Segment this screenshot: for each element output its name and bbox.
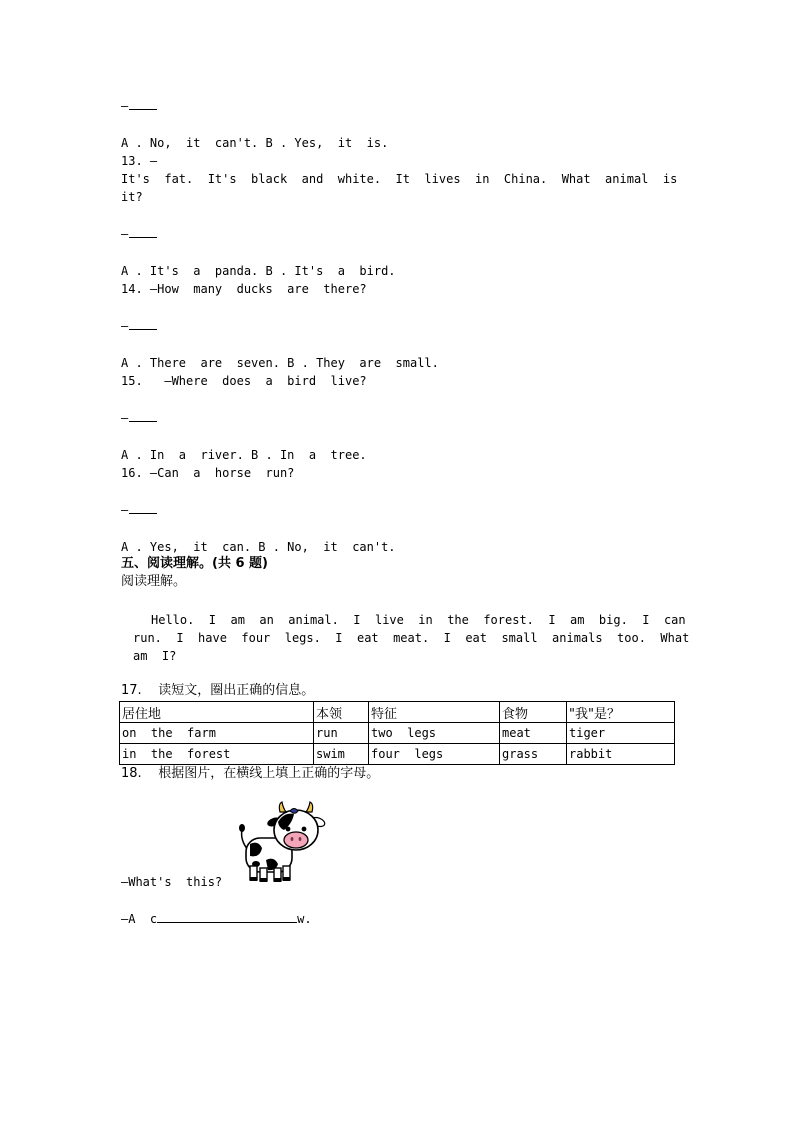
- section-instruction: 阅读理解。: [121, 574, 187, 589]
- q18-answer-suffix: w.: [297, 912, 312, 926]
- table-cell-option[interactable]: on the farm: [120, 723, 314, 744]
- q13-number: 13. —: [121, 154, 158, 168]
- q16-dash: —: [121, 503, 129, 517]
- q15-answer-blank[interactable]: [129, 411, 157, 422]
- q12-options: A . No, it can't. B . Yes, it is.: [121, 136, 389, 150]
- cow-illustration: [236, 800, 328, 886]
- table-cell-option[interactable]: four legs: [369, 744, 500, 765]
- table-cell-option[interactable]: rabbit: [567, 744, 675, 765]
- header-cell-food: 食物: [500, 702, 567, 723]
- q13-options: A . It's a panda. B . It's a bird.: [121, 264, 396, 278]
- q14-options: A . There are seven. B . They are small.: [121, 356, 439, 370]
- q16-answer-line: [121, 502, 157, 518]
- table-row: [120, 744, 675, 765]
- q14-answer-blank[interactable]: [129, 319, 157, 330]
- q15-dash: —: [121, 411, 129, 425]
- table-cell-option[interactable]: run: [314, 723, 369, 744]
- table-header-row: [120, 702, 675, 723]
- info-table: [119, 701, 675, 765]
- table-cell-option[interactable]: in the forest: [120, 744, 314, 765]
- q18-text: 18. 根据图片，在横线上填上正确的字母。: [121, 766, 380, 781]
- header-cell-ability: 本领: [314, 702, 369, 723]
- table-row: [120, 723, 675, 744]
- q16-options: A . Yes, it can. B . No, it can't.: [121, 540, 396, 554]
- header-cell-feature: 特征: [369, 702, 500, 723]
- passage-line3: am I?: [133, 649, 177, 663]
- q13-text-line1: It's fat. It's black and white. It lives in China. What animal is: [121, 172, 678, 186]
- q15-answer-line: [121, 410, 157, 426]
- q15-options: A . In a river. B . In a tree.: [121, 448, 367, 462]
- table-cell-option[interactable]: swim: [314, 744, 369, 765]
- passage-line2: run. I have four legs. I eat meat. I eat small animals too. What: [133, 631, 690, 645]
- table-cell-option[interactable]: two legs: [369, 723, 500, 744]
- q16-text: 16. —Can a horse run?: [121, 466, 295, 480]
- q13-text-line2: it?: [121, 190, 143, 204]
- passage-line1: Hello. I am an animal. I live in the forest. I am big. I can: [151, 613, 686, 627]
- q13-answer-line: [121, 226, 157, 242]
- section-heading: 五、阅读理解。(共 6 题): [121, 556, 268, 571]
- q12-answer-blank[interactable]: [129, 99, 157, 110]
- q17-text: 17. 读短文，圈出正确的信息。: [121, 683, 315, 698]
- table-cell-option[interactable]: grass: [500, 744, 567, 765]
- q14-text: 14. —How many ducks are there?: [121, 282, 367, 296]
- q18-question: —What's this?: [121, 875, 223, 889]
- q18-answer-blank[interactable]: [157, 912, 297, 923]
- q13-answer-blank[interactable]: [129, 227, 157, 238]
- q16-answer-blank[interactable]: [129, 503, 157, 514]
- q18-answer-prefix: —A c: [121, 912, 158, 926]
- q18-answer-line: [121, 911, 312, 927]
- q12-answer-line: [121, 98, 157, 114]
- q13-dash: —: [121, 227, 129, 241]
- table-cell-option[interactable]: tiger: [567, 723, 675, 744]
- q15-text: 15. —Where does a bird live?: [121, 374, 367, 388]
- q14-answer-line: [121, 318, 157, 334]
- header-cell-identity: "我"是？: [567, 702, 675, 723]
- table-cell-option[interactable]: meat: [500, 723, 567, 744]
- header-cell-habitat: 居住地: [120, 702, 314, 723]
- q14-dash: —: [121, 319, 129, 333]
- q12-dash: —: [121, 99, 129, 113]
